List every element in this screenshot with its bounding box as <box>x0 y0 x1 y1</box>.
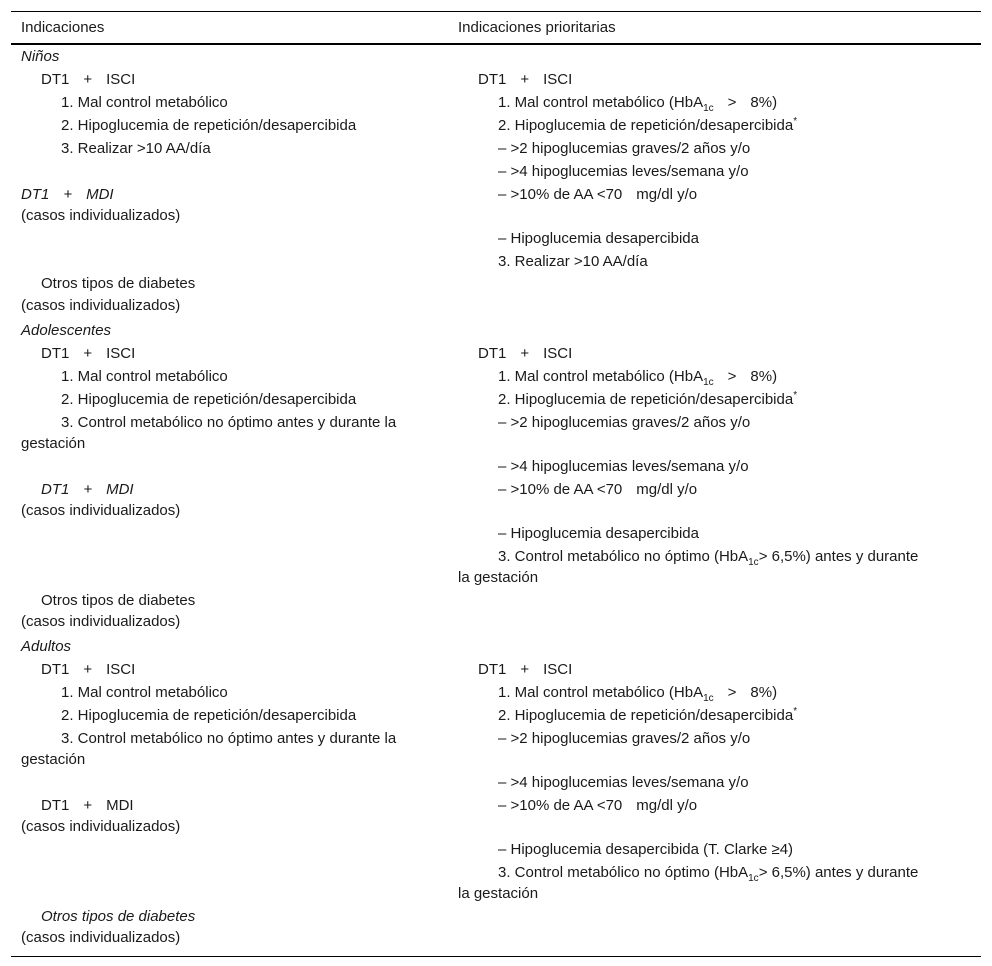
ninos-ind-3: 3. Realizar >10 AA/día <box>61 140 211 157</box>
ninos-otros-casos: (casos individualizados) <box>21 297 181 314</box>
ninos-p-aa: ‒ >10% de AA <70 mg/dl y/o <box>498 186 698 203</box>
adol-ind-3-cont: gestación <box>21 435 86 452</box>
header-indicaciones: Indicaciones <box>21 19 105 36</box>
section-adolescentes: Adolescentes <box>21 322 112 339</box>
adult-dt1-isci: DT1 + ISCI <box>41 661 136 678</box>
adol-otros-casos: (casos individualizados) <box>21 613 181 630</box>
adult-otros-casos: (casos individualizados) <box>21 929 181 946</box>
adol-p-3-cont: la gestación <box>458 569 539 586</box>
ninos-p-desap: ‒ Hipoglucemia desapercibida <box>498 230 699 247</box>
adol-p-aa: ‒ >10% de AA <70 mg/dl y/o <box>498 481 698 498</box>
ninos-ind-1: 1. Mal control metabólico <box>61 94 228 111</box>
adol-mdi-casos: (casos individualizados) <box>21 502 181 519</box>
ninos-p-graves: ‒ >2 hipoglucemias graves/2 años y/o <box>498 140 751 157</box>
adol-p-graves: ‒ >2 hipoglucemias graves/2 años y/o <box>498 414 751 431</box>
ninos-p-dt1-isci: DT1 + ISCI <box>478 71 573 88</box>
adol-ind-3: 3. Control metabólico no óptimo antes y durante la <box>61 414 397 431</box>
ninos-dt1-mdi: DT1 + MDI <box>21 186 114 203</box>
adult-p-3-cont: la gestación <box>458 885 539 902</box>
ninos-otros: Otros tipos de diabetes <box>41 275 196 292</box>
adult-p-desap: ‒ Hipoglucemia desapercibida (T. Clarke ≥4) <box>498 841 794 858</box>
adult-ind-2: 2. Hipoglucemia de repetición/desapercibida <box>61 707 357 724</box>
adol-ind-1: 1. Mal control metabólico <box>61 368 228 385</box>
adol-dt1-mdi: DT1 + MDI <box>41 481 134 498</box>
adol-p-1: 1. Mal control metabólico (HbA$_{1c}$ > 8%) <box>498 368 778 388</box>
table-header <box>11 12 981 45</box>
adult-mdi-casos: (casos individualizados) <box>21 818 181 835</box>
adol-p-leves: ‒ >4 hipoglucemias leves/semana y/o <box>498 458 749 475</box>
ninos-p-1: 1. Mal control metabólico (HbA$_{1c}$ > 8%) <box>498 94 778 114</box>
adol-p-2: 2. Hipoglucemia de repetición/desapercibida* <box>498 390 798 408</box>
adult-p-dt1-isci: DT1 + ISCI <box>478 661 573 678</box>
adult-ind-1: 1. Mal control metabólico <box>61 684 228 701</box>
adol-p-dt1-isci: DT1 + ISCI <box>478 345 573 362</box>
adult-dt1-mdi: DT1 + MDI <box>41 797 134 814</box>
ninos-p-3: 3. Realizar >10 AA/día <box>498 253 648 270</box>
ninos-mdi-casos: (casos individualizados) <box>21 207 181 224</box>
adult-p-aa: ‒ >10% de AA <70 mg/dl y/o <box>498 797 698 814</box>
adult-ind-3-cont: gestación <box>21 751 86 768</box>
ninos-ind-2: 2. Hipoglucemia de repetición/desapercibida <box>61 117 357 134</box>
adol-p-desap: ‒ Hipoglucemia desapercibida <box>498 525 699 542</box>
adol-ind-2: 2. Hipoglucemia de repetición/desapercibida <box>61 391 357 408</box>
adult-p-graves: ‒ >2 hipoglucemias graves/2 años y/o <box>498 730 751 747</box>
adol-dt1-isci: DT1 + ISCI <box>41 345 136 362</box>
adult-p-2: 2. Hipoglucemia de repetición/desapercibida* <box>498 706 798 724</box>
header-indicaciones-prioritarias: Indicaciones prioritarias <box>458 19 616 36</box>
ninos-p-leves: ‒ >4 hipoglucemias leves/semana y/o <box>498 163 749 180</box>
section-ninos: Niños <box>21 48 60 65</box>
section-adultos: Adultos <box>21 638 72 655</box>
adol-p-3: 3. Control metabólico no óptimo (HbA$_{1c}$> 6,5%) antes y durante <box>498 548 919 568</box>
ninos-dt1-isci: DT1 + ISCI <box>41 71 136 88</box>
adult-ind-3: 3. Control metabólico no óptimo antes y durante la <box>61 730 397 747</box>
adult-otros: Otros tipos de diabetes <box>41 908 196 925</box>
adult-p-1: 1. Mal control metabólico (HbA$_{1c}$ > 8%) <box>498 684 778 704</box>
adult-p-3: 3. Control metabólico no óptimo (HbA$_{1c}$> 6,5%) antes y durante <box>498 864 919 884</box>
ninos-p-2: 2. Hipoglucemia de repetición/desapercibida* <box>498 116 798 134</box>
indications-table <box>11 11 981 957</box>
adol-otros: Otros tipos de diabetes <box>41 592 196 609</box>
adult-p-leves: ‒ >4 hipoglucemias leves/semana y/o <box>498 774 749 791</box>
